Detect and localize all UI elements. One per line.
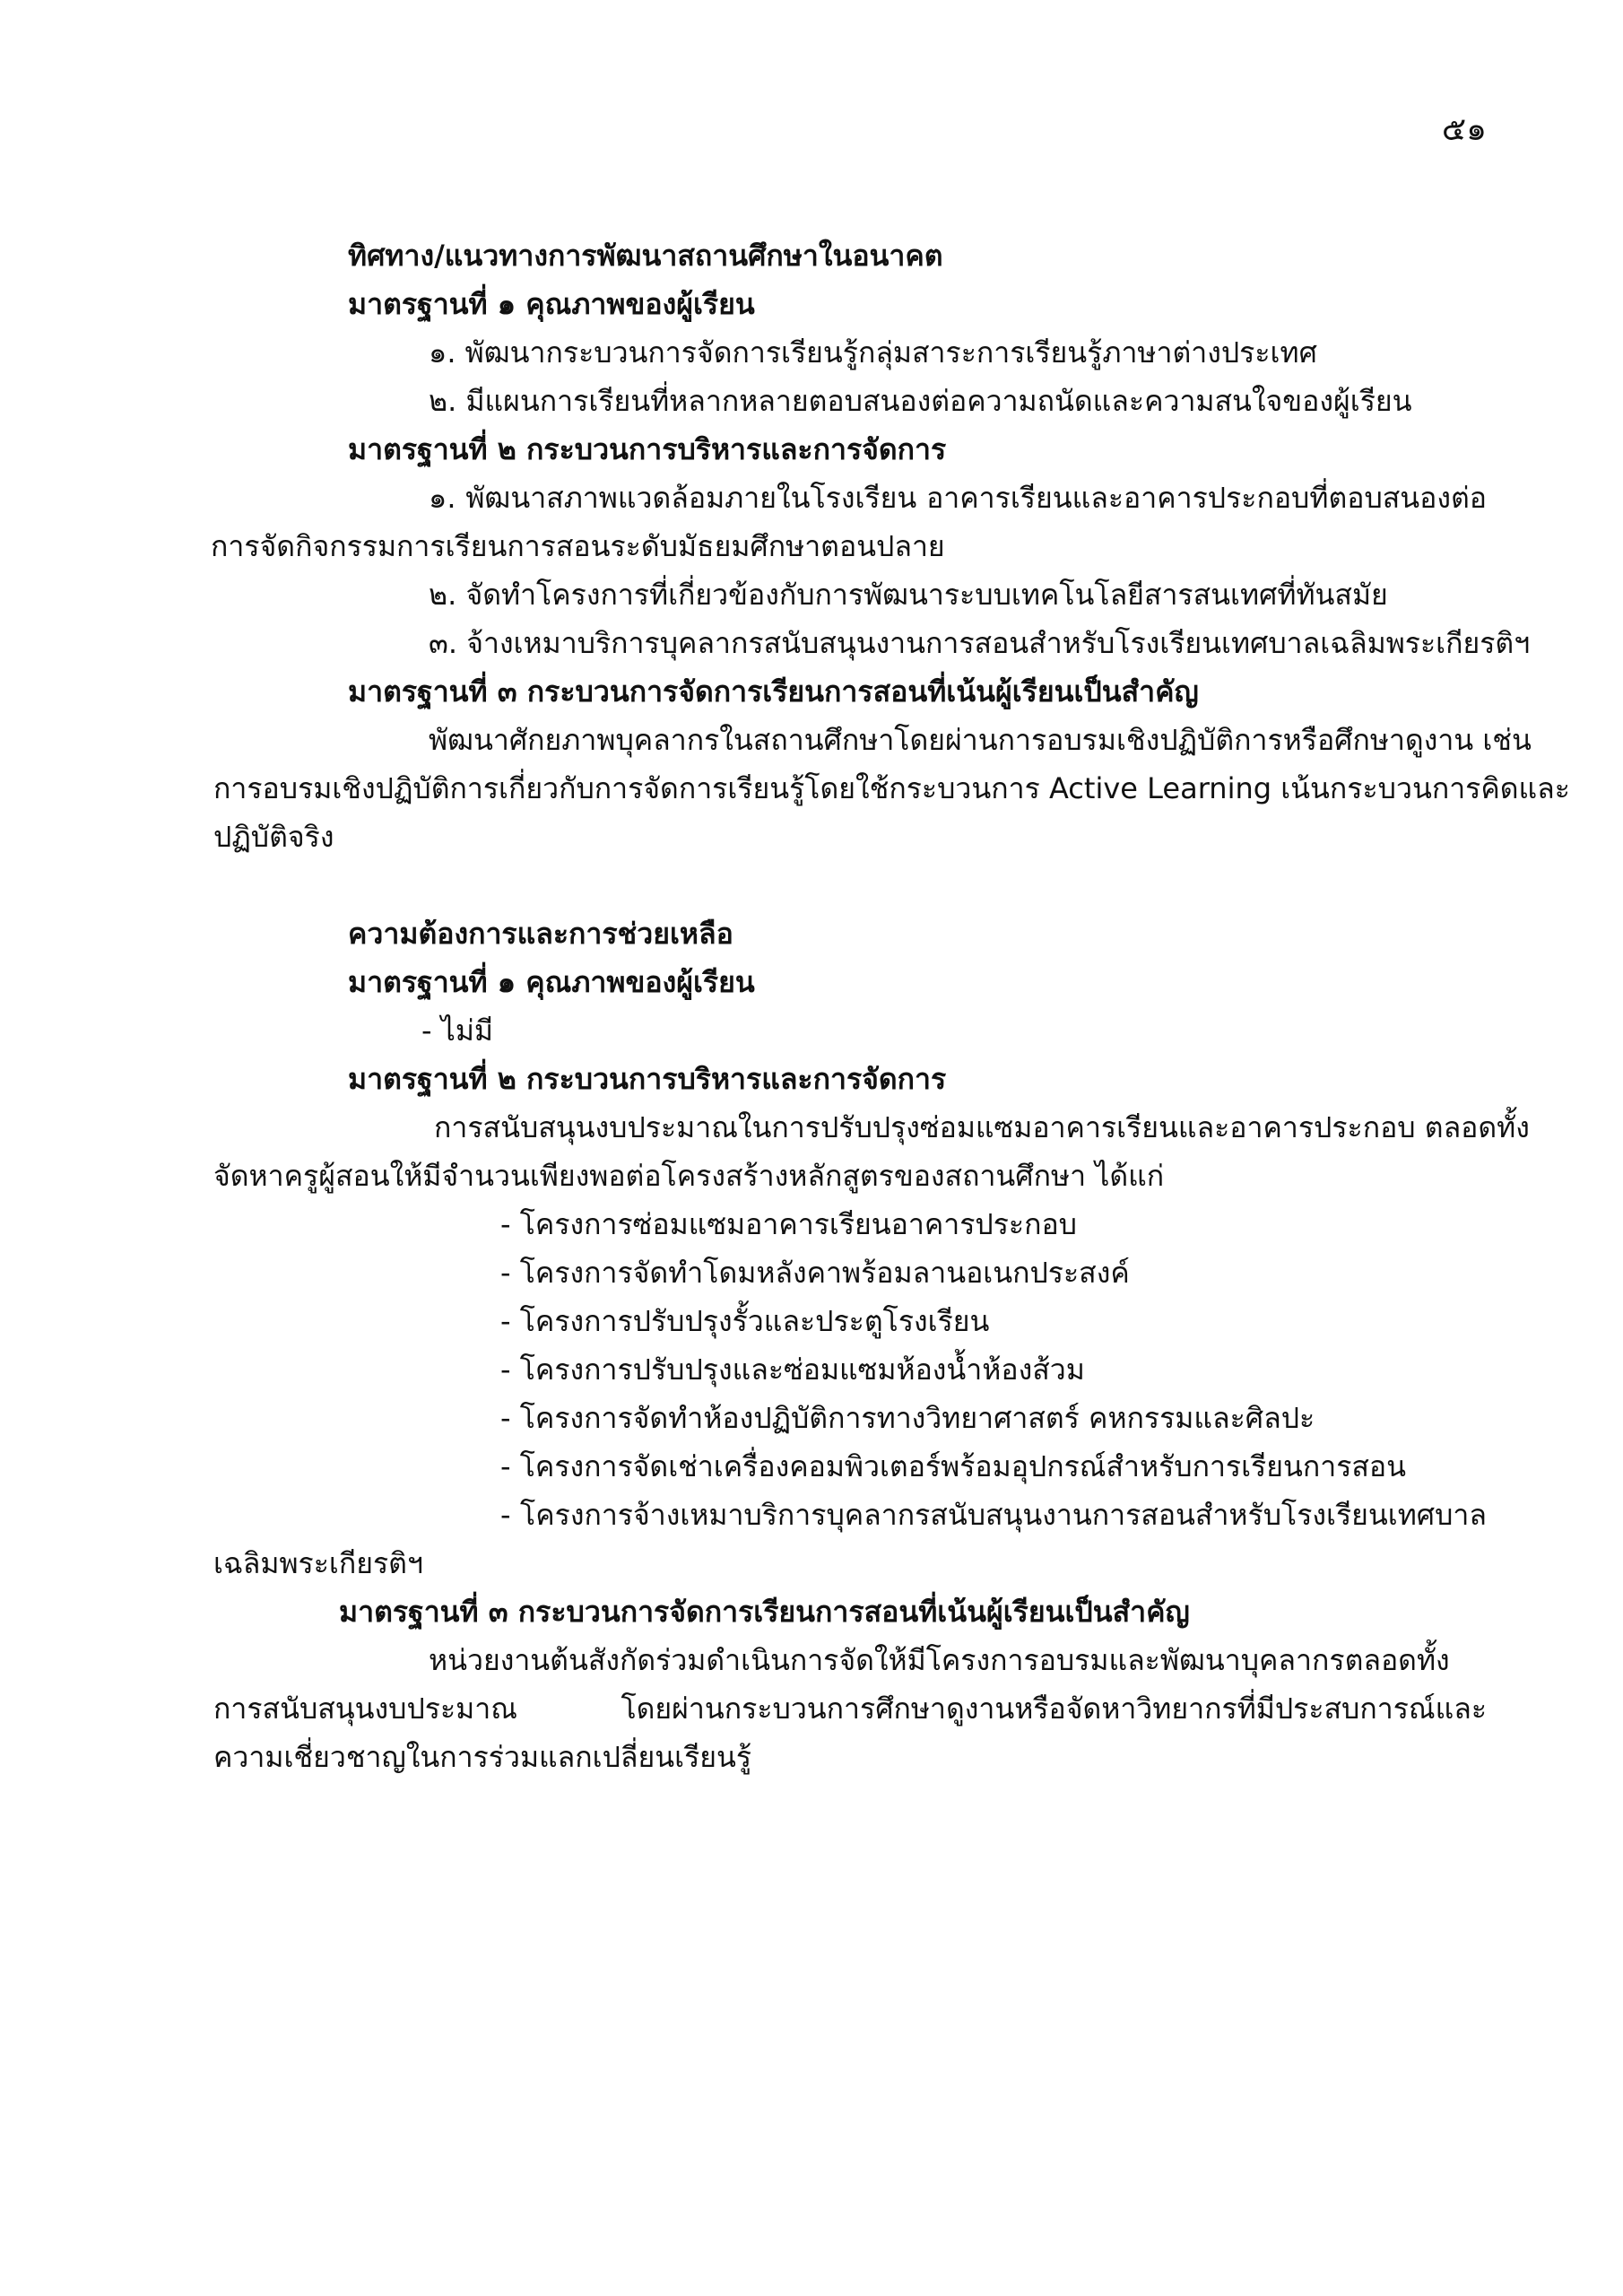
list-item: ๓. จ้างเหมาบริการบุคลากรสนับสนุนงานการสอนสำหรับโรงเรียนเทศบาลเฉลิมพระเกียรติฯ <box>429 626 1531 660</box>
standard-2-title: มาตรฐานที่ ๒ กระบวนการบริหารและการจัดการ <box>348 1062 947 1096</box>
paragraph-line: การสนับสนุนงบประมาณในการปรับปรุงซ่อมแซมอาคารเรียนและอาคารประกอบ ตลอดทั้ง <box>434 1110 1530 1144</box>
standard-1-title: มาตรฐานที่ ๑ คุณภาพของผู้เรียน <box>348 287 755 321</box>
standard-2-title: มาตรฐานที่ ๒ กระบวนการบริหารและการจัดการ <box>348 432 947 466</box>
paragraph-line: พัฒนาศักยภาพบุคลากรในสถานศึกษาโดยผ่านการอบรมเชิงปฏิบัติการหรือศึกษาดูงาน เช่น <box>429 723 1532 757</box>
paragraph-line: ปฏิบัติจริง <box>213 820 334 854</box>
list-item: ๑. พัฒนาสภาพแวดล้อมภายในโรงเรียน อาคารเรียนและอาคารประกอบที่ตอบสนองต่อ <box>429 481 1487 515</box>
project-item: - โครงการจัดทำโดมหลังคาพร้อมลานอเนกประสงค์ <box>500 1256 1130 1290</box>
page-number: ๕๑ <box>1441 111 1487 148</box>
list-item: ๑. พัฒนากระบวนการจัดการเรียนรู้กลุ่มสาระการเรียนรู้ภาษาต่างประเทศ <box>429 335 1317 370</box>
standard-3-title: มาตรฐานที่ ๓ กระบวนการจัดการเรียนการสอนที่เน้นผู้เรียนเป็นสำคัญ <box>348 674 1199 709</box>
list-item-continuation: การจัดกิจกรรมการเรียนการสอนระดับมัธยมศึกษาตอนปลาย <box>211 529 945 563</box>
project-item-continuation: เฉลิมพระเกียรติฯ <box>213 1546 423 1580</box>
list-item: ๒. จัดทำโครงการที่เกี่ยวข้องกับการพัฒนาระบบเทคโนโลยีสารสนเทศที่ทันสมัย <box>429 578 1388 612</box>
paragraph-line: จัดหาครูผู้สอนให้มีจำนวนเพียงพอต่อโครงสร้างหลักสูตรของสถานศึกษา ได้แก่ <box>213 1159 1165 1193</box>
project-item: - โครงการจัดเช่าเครื่องคอมพิวเตอร์พร้อมอุปกรณ์สำหรับการเรียนการสอน <box>500 1449 1406 1483</box>
paragraph-line: ความเชี่ยวชาญในการร่วมแลกเปลี่ยนเรียนรู้ <box>213 1740 752 1774</box>
section-heading-future-direction: ทิศทาง/แนวทางการพัฒนาสถานศึกษาในอนาคต <box>348 239 943 273</box>
paragraph-line: หน่วยงานต้นสังกัดร่วมดำเนินการจัดให้มีโครงการอบรมและพัฒนาบุคลากรตลอดทั้ง <box>429 1643 1450 1677</box>
project-item: - โครงการจัดทำห้องปฏิบัติการทางวิทยาศาสตร์ คหกรรมและศิลปะ <box>500 1401 1315 1435</box>
section-spacer <box>213 861 1487 909</box>
document-body <box>211 231 1570 1781</box>
list-item: ๒. มีแผนการเรียนที่หลากหลายตอบสนองต่อความถนัดและความสนใจของผู้เรียน <box>429 384 1412 418</box>
standard-3-title: มาตรฐานที่ ๓ กระบวนการจัดการเรียนการสอนที่เน้นผู้เรียนเป็นสำคัญ <box>339 1595 1190 1629</box>
project-item: - โครงการปรับปรุงและซ่อมแซมห้องน้ำห้องส้วม <box>500 1352 1085 1387</box>
paragraph-line: การอบรมเชิงปฏิบัติการเกี่ยวกับการจัดการเรียนรู้โดยใช้กระบวนการ Active Learning เน้นกระบวนการคิดและ <box>213 771 1570 805</box>
list-item: - ไม่มี <box>421 1013 493 1048</box>
project-item: - โครงการซ่อมแซมอาคารเรียนอาคารประกอบ <box>500 1207 1077 1241</box>
standard-1-title: มาตรฐานที่ ๑ คุณภาพของผู้เรียน <box>348 965 755 999</box>
section-heading-needs-assistance: ความต้องการและการช่วยเหลือ <box>348 917 733 951</box>
project-item: - โครงการจ้างเหมาบริการบุคลากรสนับสนุนงานการสอนสำหรับโรงเรียนเทศบาล <box>500 1498 1487 1532</box>
project-item: - โครงการปรับปรุงรั้วและประตูโรงเรียน <box>500 1304 990 1338</box>
paragraph-line: การสนับสนุนงบประมาณ โดยผ่านกระบวนการศึกษาดูงานหรือจัดหาวิทยากรที่มีประสบการณ์และ <box>213 1692 1487 1726</box>
